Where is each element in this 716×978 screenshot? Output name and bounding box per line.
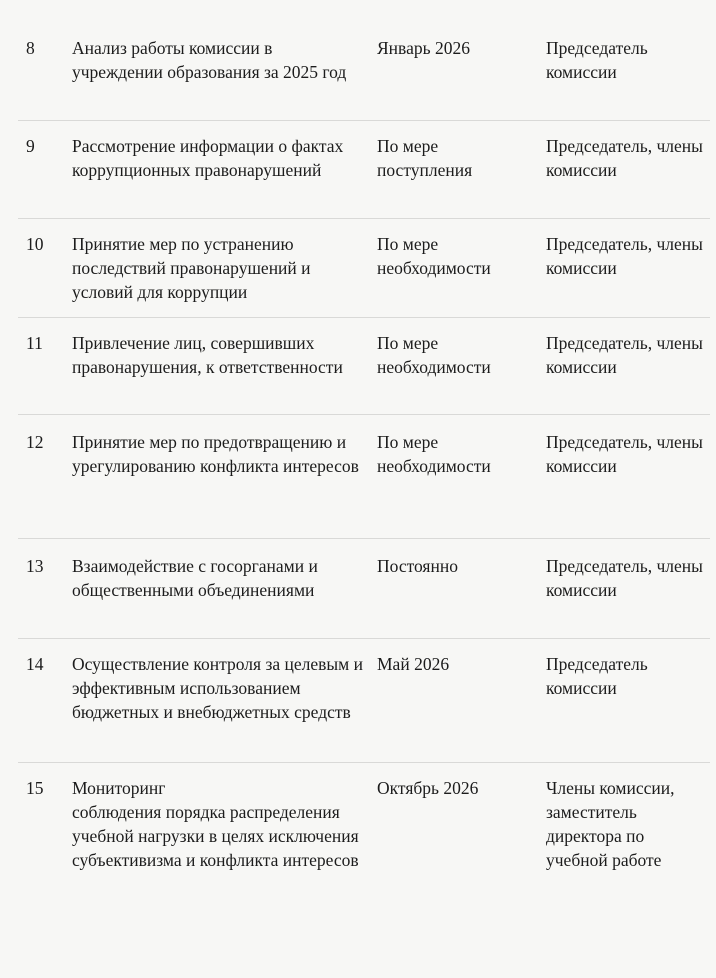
- row-number: 11: [26, 333, 43, 353]
- row-deadline: По мере необходимости: [377, 333, 491, 377]
- row-responsible: Председатель, члены комиссии: [546, 432, 703, 476]
- row-deadline: По мере необходимости: [377, 432, 491, 476]
- row-activity: Рассмотрение информации о фактах коррупционных правонарушений: [72, 136, 344, 180]
- table-row: [18, 652, 710, 763]
- row-deadline: По мере поступления: [377, 136, 473, 180]
- table-row: [18, 232, 710, 318]
- row-responsible: Председатель, члены комиссии: [546, 556, 703, 600]
- row-responsible: Председатель комиссии: [546, 38, 648, 82]
- row-deadline: Постоянно: [377, 556, 458, 576]
- table-row: [18, 776, 710, 926]
- row-number: 8: [26, 38, 35, 58]
- table-row: [18, 554, 710, 639]
- row-deadline: Октябрь 2026: [377, 778, 479, 798]
- table-row: [18, 36, 710, 121]
- row-activity: Взаимодействие с госорганами и общественными объединениями: [72, 556, 318, 600]
- row-activity: Осуществление контроля за целевым и эффективным использованием бюджетных и внебюджетных средств: [72, 654, 363, 722]
- table-row: [18, 134, 710, 219]
- row-responsible: Председатель комиссии: [546, 654, 648, 698]
- row-deadline: По мере необходимости: [377, 234, 491, 278]
- table-row: [18, 430, 710, 539]
- row-activity: Принятие мер по устранению последствий правонарушений и условий для коррупции: [72, 234, 311, 302]
- row-number: 9: [26, 136, 35, 156]
- table-row: [18, 331, 710, 415]
- row-deadline: Январь 2026: [377, 38, 470, 58]
- row-number: 13: [26, 556, 44, 576]
- row-number: 14: [26, 654, 44, 674]
- row-activity: Привлечение лиц, совершивших правонарушения, к ответственности: [72, 333, 343, 377]
- row-responsible: Председатель, члены комиссии: [546, 234, 703, 278]
- row-number: 10: [26, 234, 44, 254]
- row-activity: Принятие мер по предотвращению и урегулированию конфликта интересов: [72, 432, 359, 476]
- row-responsible: Председатель, члены комиссии: [546, 333, 703, 377]
- row-activity: Мониторинг соблюдения порядка распределения учебной нагрузки в целях исключения субъективизма и конфликта интересов: [72, 778, 359, 870]
- row-responsible: Члены комиссии, заместитель директора по учебной работе: [546, 778, 675, 870]
- row-number: 15: [26, 778, 44, 798]
- row-activity: Анализ работы комиссии в учреждении образования за 2025 год: [72, 38, 347, 82]
- row-responsible: Председатель, члены комиссии: [546, 136, 703, 180]
- row-deadline: Май 2026: [377, 654, 450, 674]
- row-number: 12: [26, 432, 44, 452]
